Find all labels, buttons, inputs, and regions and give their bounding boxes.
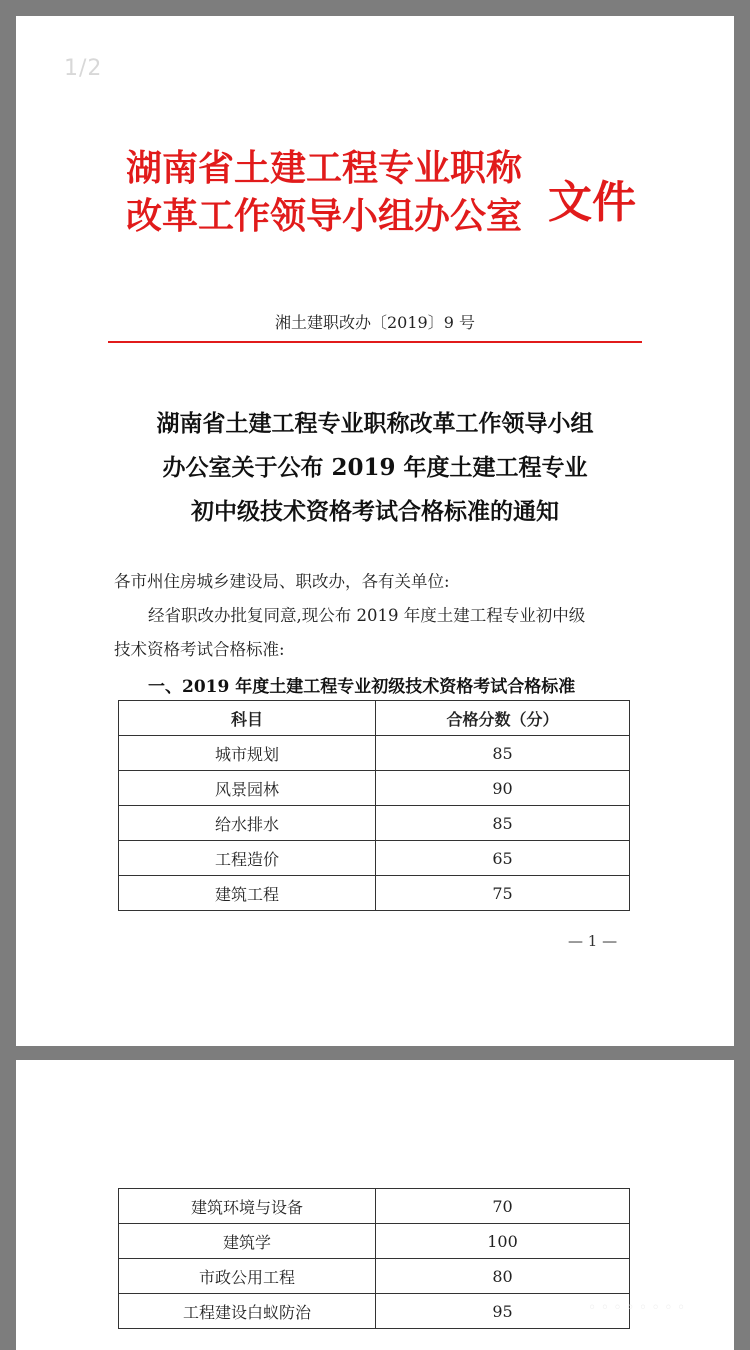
table-header-row — [119, 701, 630, 736]
title-line-2: 办公室关于公布 2019 年度土建工程专业 — [162, 454, 588, 481]
subject-cell: 给水排水 — [119, 806, 376, 841]
subject-cell: 建筑环境与设备 — [119, 1189, 376, 1224]
table-row — [119, 1224, 630, 1259]
subject-cell: 工程造价 — [119, 841, 376, 876]
table-row — [119, 736, 630, 771]
score-cell: 85 — [376, 806, 630, 841]
score-cell: 90 — [376, 771, 630, 806]
subject-cell: 风景园林 — [119, 771, 376, 806]
table-row — [119, 1259, 630, 1294]
table-row — [119, 1189, 630, 1224]
score-table — [118, 700, 630, 911]
table-row — [119, 1294, 630, 1329]
paragraph-line-2: 技术资格考试合格标准: — [114, 640, 285, 659]
org-line-2: 改革工作领导小组办公室 — [126, 195, 523, 237]
score-cell: 100 — [376, 1224, 630, 1259]
page-number: — 1 — — [568, 932, 618, 950]
subject-cell: 城市规划 — [119, 736, 376, 771]
salutation: 各市州住房城乡建设局、职改办，各有关单位: — [114, 572, 450, 591]
table-row — [119, 771, 630, 806]
issuing-organization — [126, 144, 546, 240]
page-indicator: 1/2 — [64, 56, 103, 81]
table-row — [119, 876, 630, 911]
paragraph-line-1: 经省职改办批复同意,现公布 2019 年度土建工程专业初中级 — [148, 606, 586, 625]
document-title — [16, 402, 734, 534]
document-page-1 — [16, 16, 734, 1046]
score-cell: 70 — [376, 1189, 630, 1224]
score-cell: 75 — [376, 876, 630, 911]
header-score: 合格分数（分） — [376, 701, 630, 736]
table-row — [119, 841, 630, 876]
score-table-continued — [118, 1188, 630, 1329]
watermark: ◦ ◦ ◦ ◦ ◦ ◦ ◦ ◦ — [588, 1300, 686, 1316]
section-heading: 一、2019 年度土建工程专业初级技术资格考试合格标准 — [148, 677, 576, 697]
title-line-3: 初中级技术资格考试合格标准的通知 — [191, 498, 559, 525]
document-word: 文件 — [548, 177, 636, 228]
score-cell: 85 — [376, 736, 630, 771]
org-line-1: 湖南省土建工程专业职称 — [126, 147, 523, 189]
score-cell: 80 — [376, 1259, 630, 1294]
score-cell: 65 — [376, 841, 630, 876]
subject-cell: 市政公用工程 — [119, 1259, 376, 1294]
title-line-1: 湖南省土建工程专业职称改革工作领导小组 — [156, 410, 594, 437]
score-cell: 95 — [376, 1294, 630, 1329]
subject-cell: 建筑工程 — [119, 876, 376, 911]
subject-cell: 工程建设白蚁防治 — [119, 1294, 376, 1329]
subject-cell: 建筑学 — [119, 1224, 376, 1259]
document-number: 湘土建职改办〔2019〕9 号 — [275, 313, 475, 332]
header-subject: 科目 — [119, 701, 376, 736]
red-divider — [108, 341, 642, 343]
table-row — [119, 806, 630, 841]
